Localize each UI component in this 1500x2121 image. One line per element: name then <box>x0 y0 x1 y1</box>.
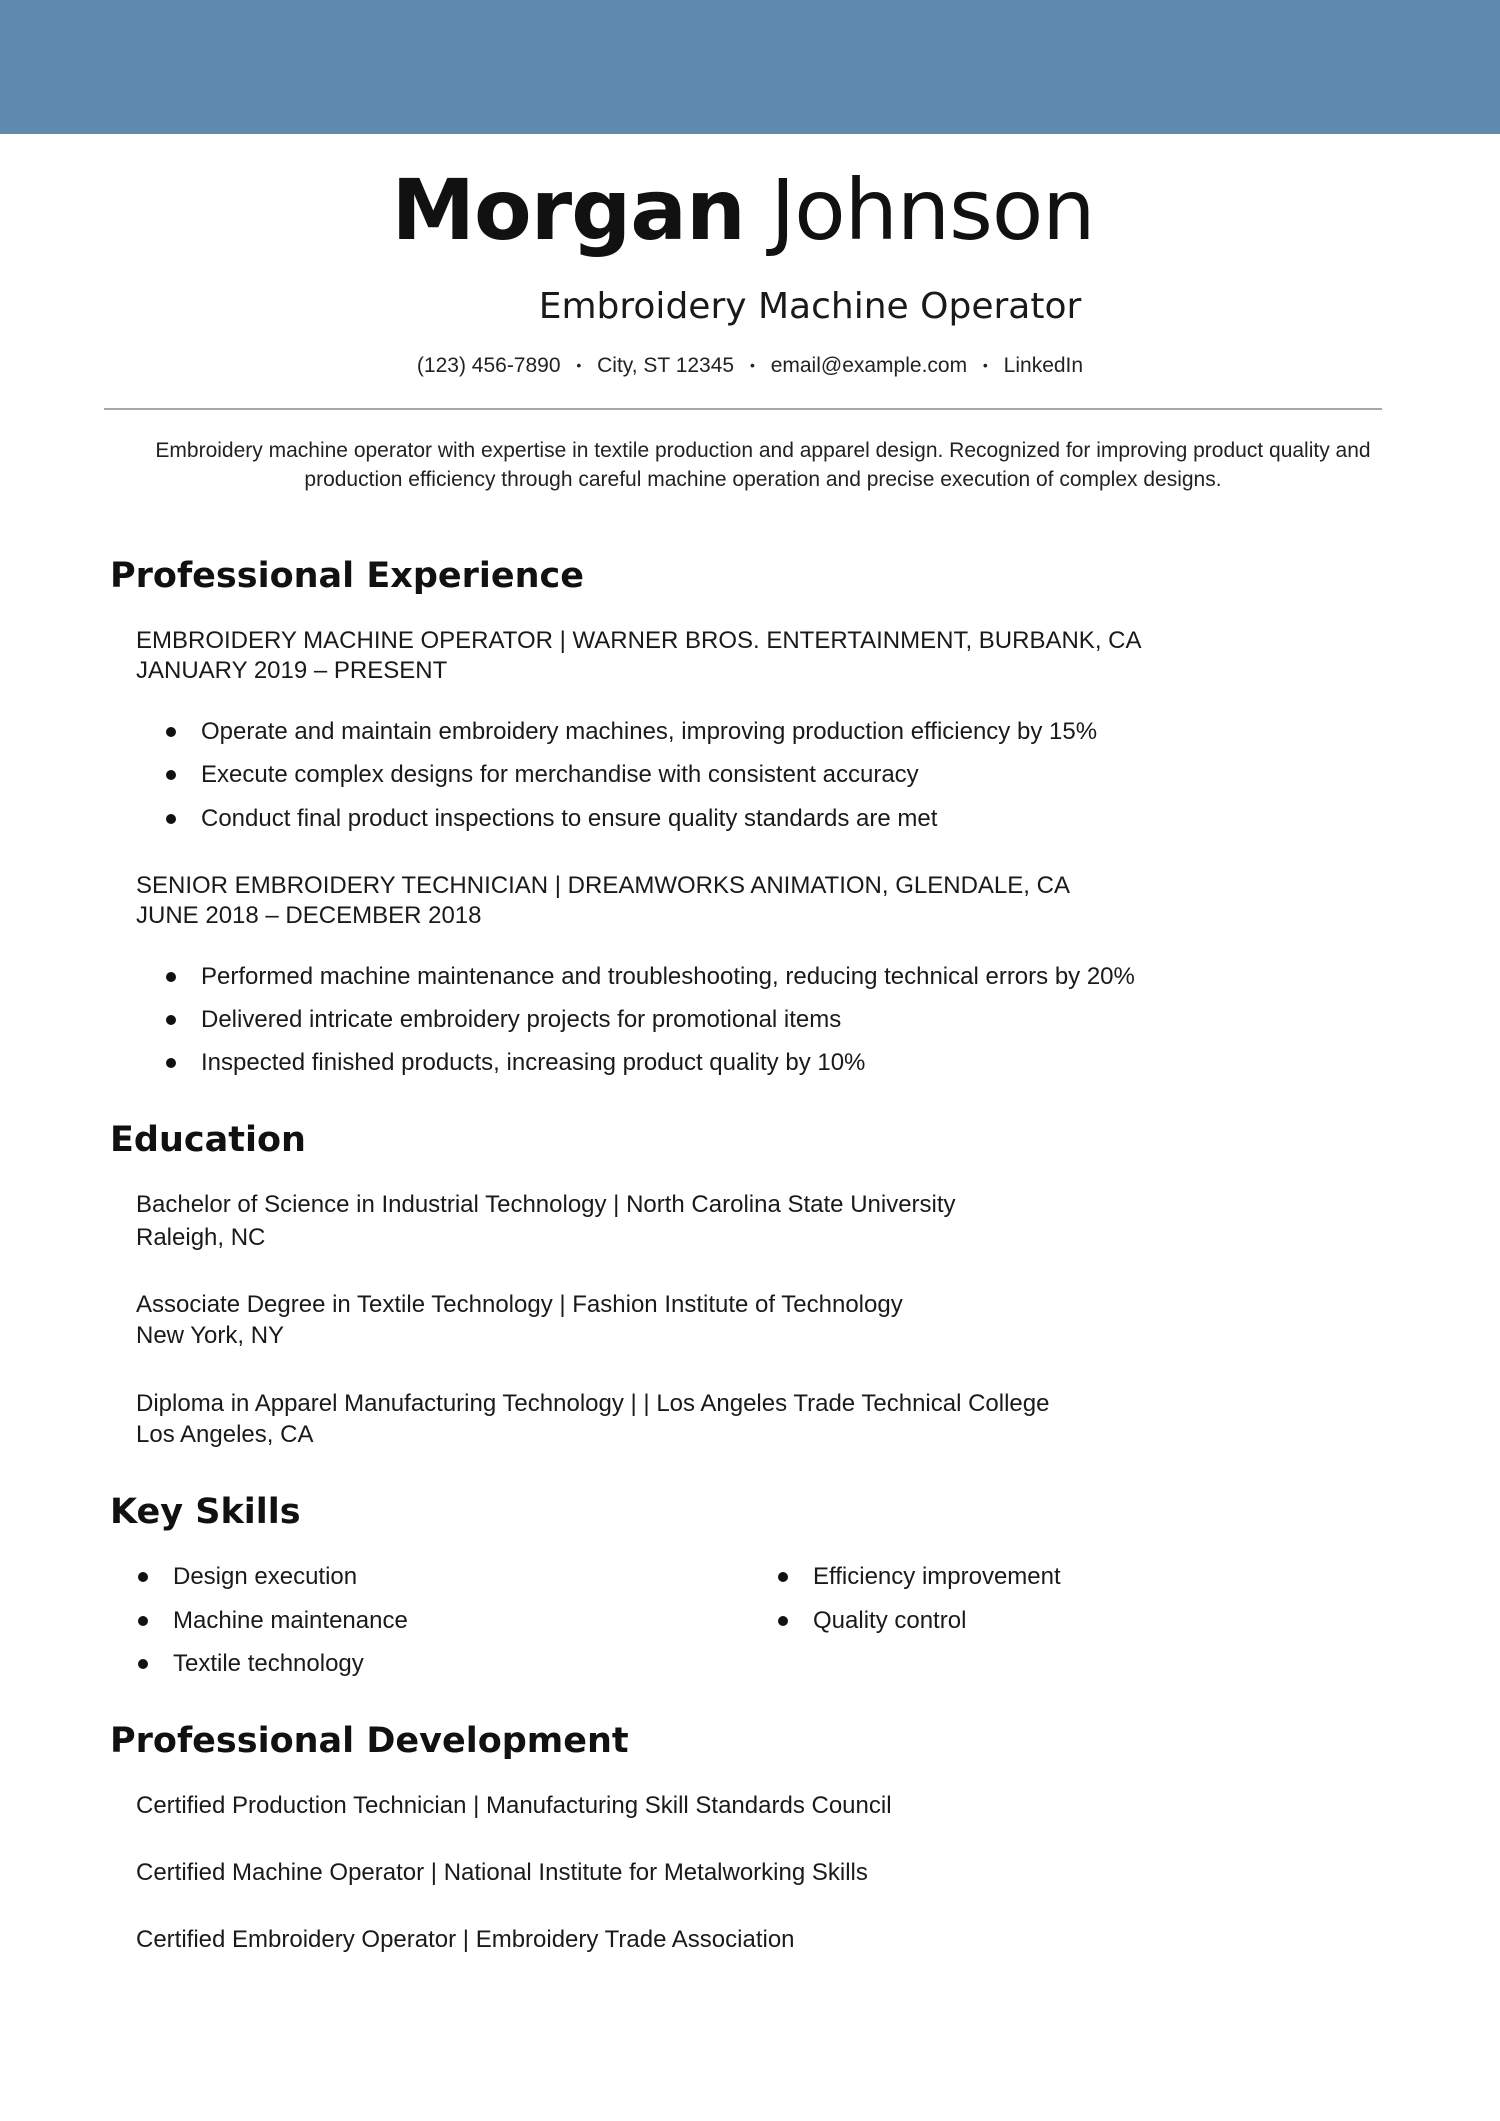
education-degree-line: Diploma in Apparel Manufacturing Technology | | Los Angeles Trade Technical College <box>136 1390 1050 1417</box>
education-degree-line: Bachelor of Science in Industrial Technology | North Carolina State University <box>136 1191 956 1218</box>
job-dates: JUNE 2018 – DECEMBER 2018 <box>136 902 482 929</box>
section-heading-development: Professional Development <box>110 1721 629 1761</box>
job-title: Embroidery Machine Operator <box>538 286 1082 327</box>
bullet-icon <box>778 1572 788 1582</box>
candidate-name <box>0 160 1486 260</box>
bullet-icon <box>138 1572 148 1582</box>
separator-dot: • <box>576 357 582 373</box>
bullet-icon <box>166 727 176 737</box>
bullet-icon <box>138 1659 148 1669</box>
bullet-icon <box>166 1058 176 1068</box>
education-location: New York, NY <box>136 1322 285 1349</box>
location: City, ST 12345 <box>597 354 735 377</box>
certification-line: Certified Embroidery Operator | Embroidery Trade Association <box>136 1926 795 1953</box>
certification-line: Certified Production Technician | Manufacturing Skill Standards Council <box>136 1792 892 1819</box>
job-dates: JANUARY 2019 – PRESENT <box>136 657 448 684</box>
skill-text: Design execution <box>173 1563 358 1590</box>
contact-line <box>0 351 1500 380</box>
separator-dot: • <box>749 357 755 373</box>
header-divider <box>104 408 1382 410</box>
job-bullet-text: Operate and maintain embroidery machines, improving production efficiency by 15% <box>201 718 1098 745</box>
header-color-band <box>0 0 1500 134</box>
job-title-line: SENIOR EMBROIDERY TECHNICIAN | DREAMWORKS ANIMATION, GLENDALE, CA <box>136 872 1070 899</box>
skill-text: Quality control <box>813 1607 967 1634</box>
linkedin-link[interactable]: LinkedIn <box>1003 354 1084 377</box>
email-link[interactable]: email@example.com <box>770 354 968 377</box>
bullet-icon <box>778 1616 788 1626</box>
job-bullet-text: Execute complex designs for merchandise with consistent accuracy <box>201 761 919 788</box>
job-bullet-text: Performed machine maintenance and troubleshooting, reducing technical errors by 20% <box>201 963 1135 990</box>
skill-text: Textile technology <box>173 1650 364 1677</box>
section-heading-experience: Professional Experience <box>110 556 585 596</box>
bullet-icon <box>166 1015 176 1025</box>
job-bullet-text: Conduct final product inspections to ensure quality standards are met <box>201 805 938 832</box>
first-name: Morgan <box>391 161 745 259</box>
education-location: Los Angeles, CA <box>136 1421 314 1448</box>
skill-text: Machine maintenance <box>173 1607 408 1634</box>
section-heading-education: Education <box>110 1120 306 1160</box>
phone-number: (123) 456-7890 <box>416 354 561 377</box>
last-name: Johnson <box>770 161 1095 259</box>
bullet-icon <box>166 972 176 982</box>
bullet-icon <box>138 1616 148 1626</box>
job-bullet-text: Delivered intricate embroidery projects for promotional items <box>201 1006 842 1033</box>
certification-line: Certified Machine Operator | National Institute for Metalworking Skills <box>136 1859 868 1886</box>
bullet-icon <box>166 814 176 824</box>
separator-dot: • <box>982 357 988 373</box>
section-heading-skills: Key Skills <box>110 1492 301 1532</box>
job-bullet-text: Inspected finished products, increasing product quality by 10% <box>201 1049 866 1076</box>
skill-text: Efficiency improvement <box>813 1563 1061 1590</box>
job-title-line: EMBROIDERY MACHINE OPERATOR | WARNER BROS. ENTERTAINMENT, BURBANK, CA <box>136 627 1142 654</box>
education-location: Raleigh, NC <box>136 1224 266 1251</box>
education-degree-line: Associate Degree in Textile Technology | Fashion Institute of Technology <box>136 1291 903 1318</box>
bullet-icon <box>166 770 176 780</box>
summary-text: Embroidery machine operator with expertise in textile production and apparel design. Recognized for improving product quality and production efficiency through careful machine operation and precise execution of complex designs. <box>155 439 1371 491</box>
